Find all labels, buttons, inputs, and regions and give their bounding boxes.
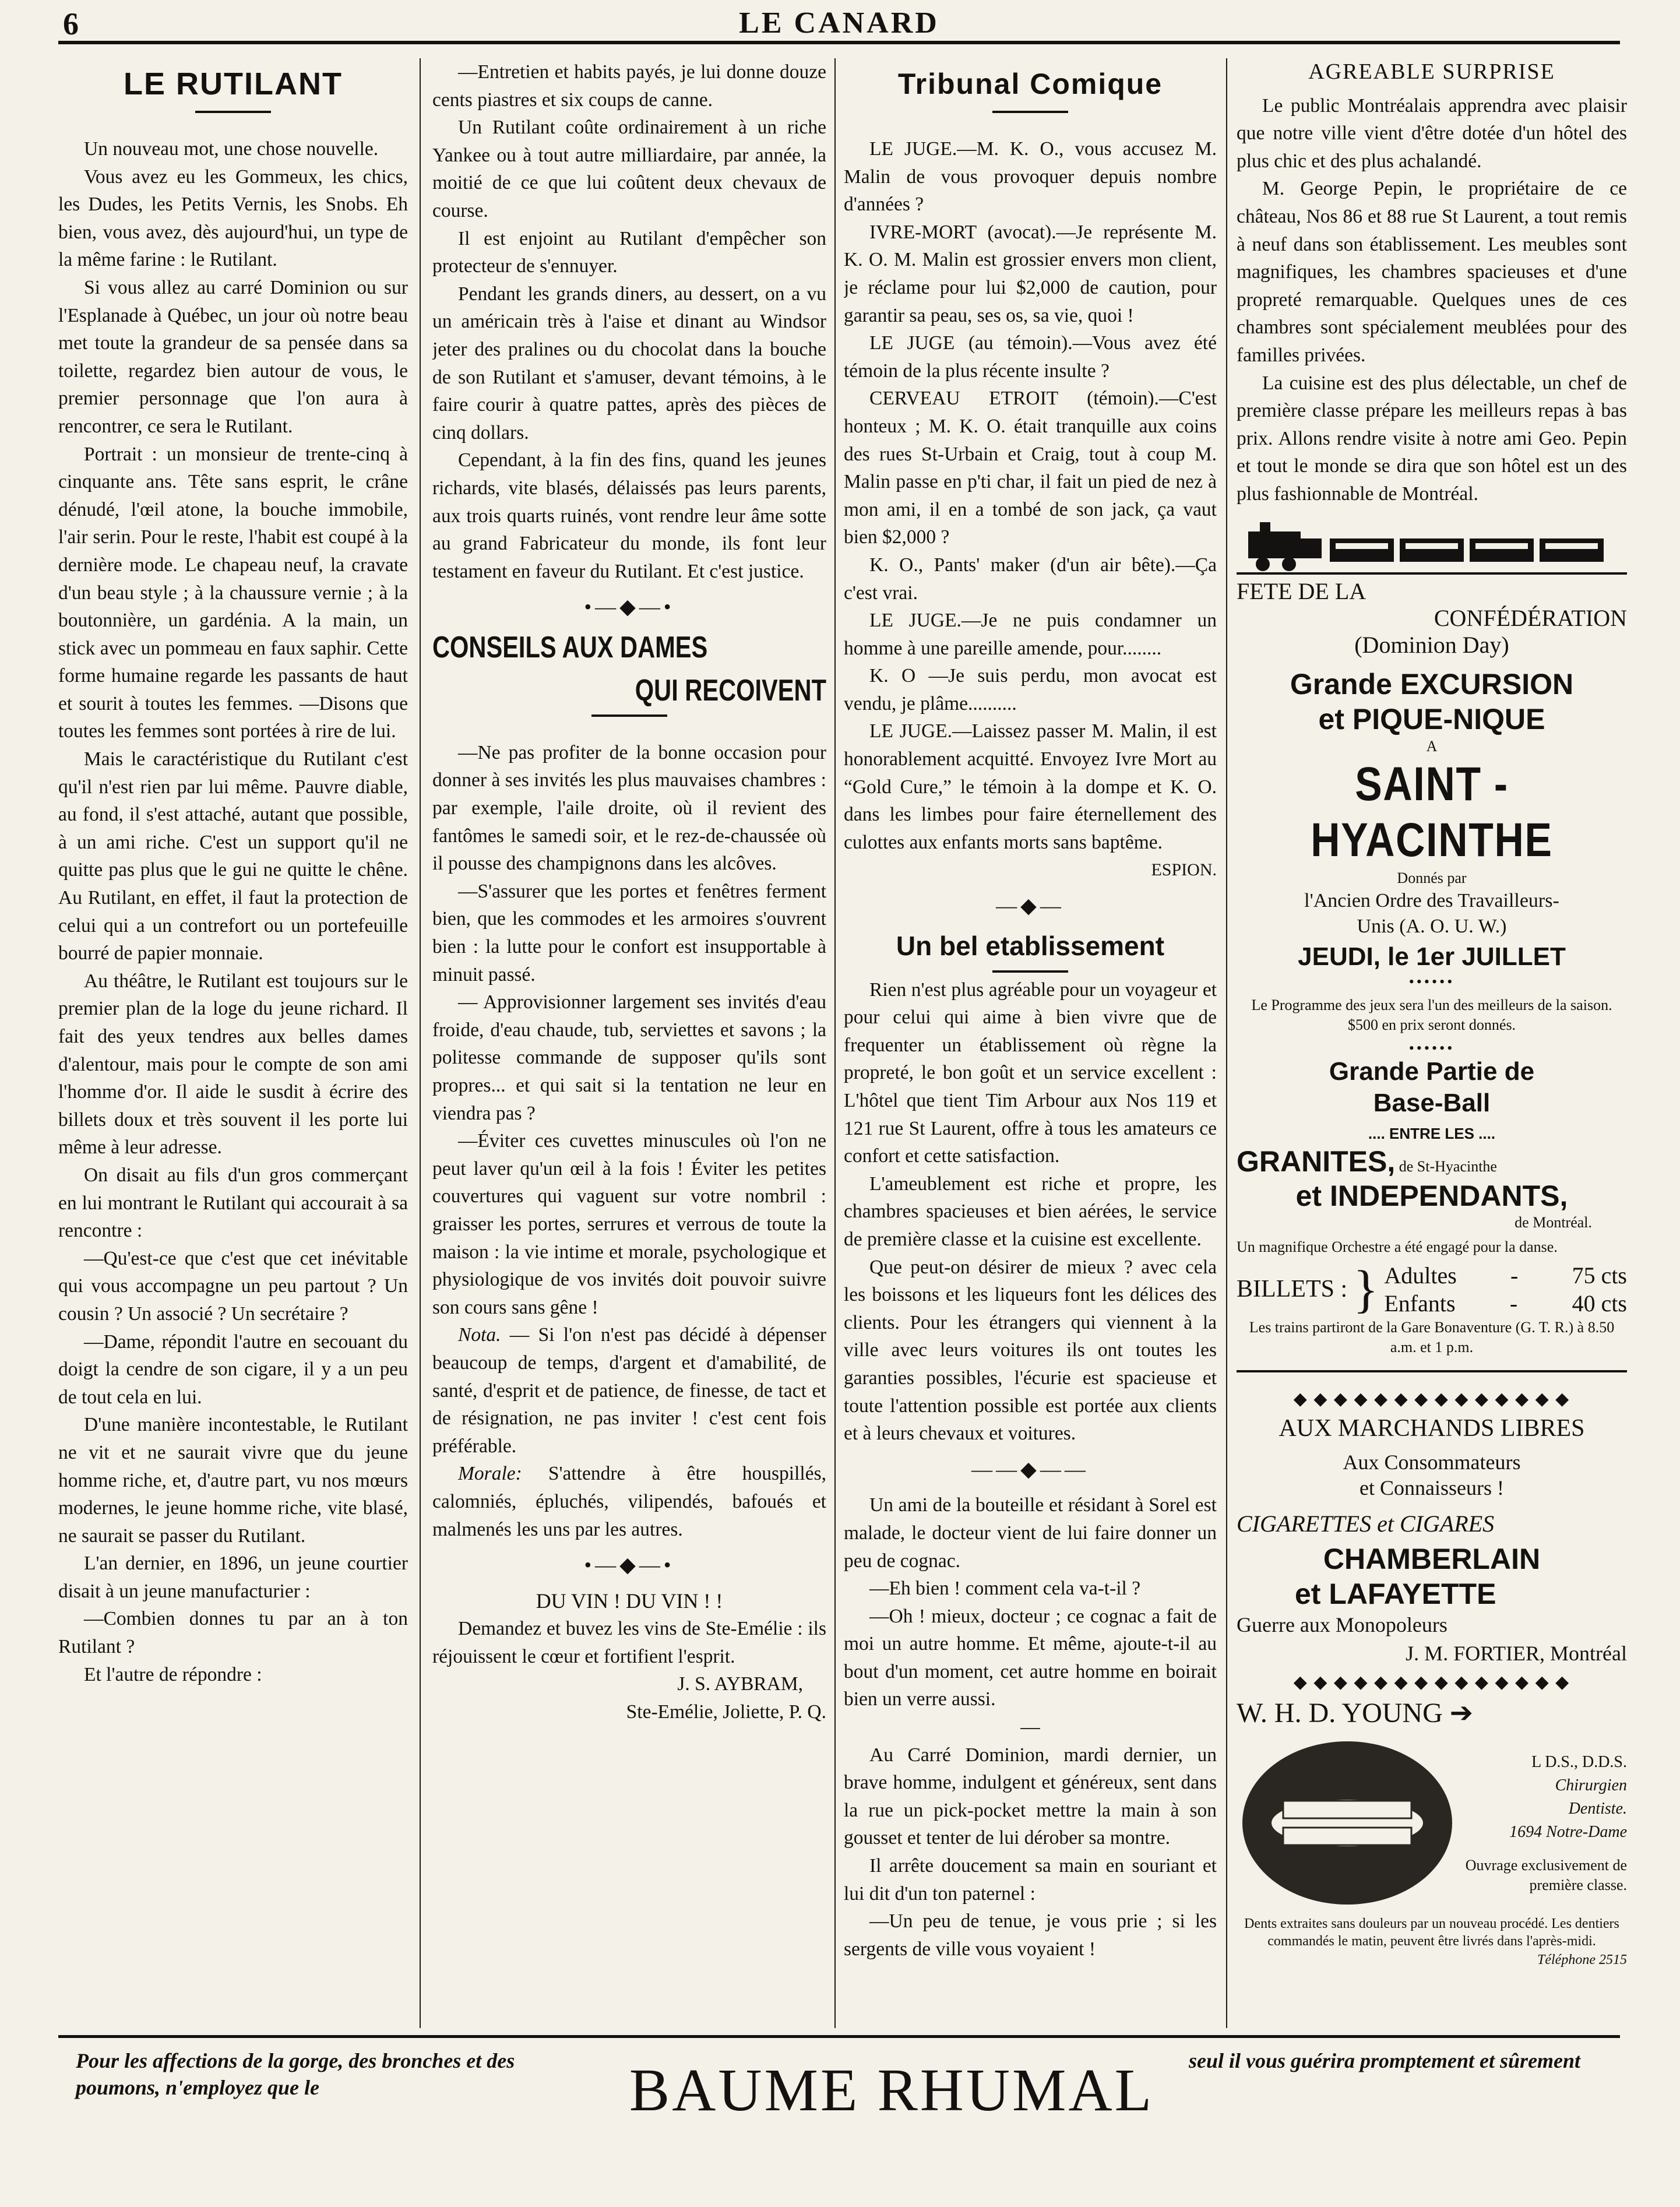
nota-label: Nota. [458,1324,501,1346]
enfants-label: Enfants [1384,1290,1456,1317]
programme-text: Le Programme des jeux sera l'un des meilleurs de la saison. $500 en prix seront donnés. [1251,996,1612,1033]
paragraph: IVRE-MORT (avocat).—Je représente M. K. O. M. Malin est grossier envers mon client, je réclame pour lui $2,000 de caution, pour garantir sa peau, ses os, sa vie, quoi ! [844,221,1217,326]
vin-signature: J. S. AYBRAM, [677,1673,803,1695]
billets-label: BILLETS : [1237,1276,1348,1303]
young-title [1237,1696,1627,1731]
ticket-list [1384,1262,1627,1318]
paragraph: Un nouveau mot, une chose nouvelle. [84,138,379,160]
column-advertisements [1237,58,1627,2028]
cigarettes-title: CIGARETTES et CIGARES [1237,1510,1495,1537]
fleuron-divider: ——◆—— [971,1457,1089,1481]
adultes-price: 75 cts [1572,1262,1627,1289]
ornament-band: ◆ ◆ ◆ ◆ ◆ ◆ ◆ ◆ ◆ ◆ ◆ ◆ ◆ ◆ [1293,1389,1570,1409]
chamberlain-line-1: CHAMBERLAIN [1323,1542,1541,1575]
paragraph: LE JUGE.—Je ne puis condamner un homme à une pareille amende, pour........ [844,610,1217,659]
paragraph: Cependant, à la fin des fins, quand les jeunes richards, vite blasés, délaissés pas leurs parents, aux trois quarts ruinés, vont rendre leur âme sotte au grand Fabricateur du monde, ils font leur testament en faveur du Rutilant. Et c'est justice. [432,449,826,582]
entre-les: .... ENTRE LES .... [1368,1124,1496,1142]
ticket-prices [1237,1262,1627,1318]
train-illustration [1237,519,1627,575]
paragraph: —Éviter ces cuvettes minuscules où l'on ne peut laver qu'un œil à la fois ! Éviter les petites couvertures qui vaguent sur votre nombril : graisser les portes, serrures et verrous de toute la maison : la vie intime et morale, psychologique et physiologique de vos invités doit pouvoir suivre son cours sans gêne ! [432,1130,826,1318]
article-title-tribunal: Tribunal Comique [897,68,1163,100]
event-date: JEUDI, le 1er JUILLET [1298,942,1566,971]
chirurgien: Chirurgien [1555,1776,1627,1795]
fleuron-divider: —◆— [996,894,1065,918]
paragraph: D'une manière incontestable, le Rutilant ne vit et ne saurait vivre que du jeune homme riche, et, d'autre part, vu nos mœurs modernes, le jeune homme riche, vite blasé, ne saurait se passer du Rutilant. [58,1414,408,1547]
footer-left-text: Pour les affections de la gorge, des bronches et des poumons, n'employez que le [76,2049,515,2099]
paragraph: LE JUGE.—M. K. O., vous accusez M. Malin de vous provoquer depuis nombre d'années ? [844,138,1217,216]
nota-paragraph [432,1321,826,1460]
paragraph: —Qu'est-ce que c'est que cet inévitable qui vous accompagne un peu partout ? Un cousin ? Un associé ? Un secrétaire ? [58,1247,408,1325]
ordre-line-1: l'Ancien Ordre des Travailleurs- [1304,889,1559,911]
chamberlain-line-2: et LAFAYETTE [1295,1577,1496,1610]
paragraph: Il arrête doucement sa main en souriant et lui dit d'un ton paternel : [844,1855,1217,1905]
paragraph: Au théâtre, le Rutilant est toujours sur le premier plan de la loge du jeune richard. Il fait des yeux tendres aux belles dames d'alentour, mais pour le compte de son ami l'homme d'or. Il aide le susdit à écrire des billets doux et très souvent il les porte lui même à leur adresse. [58,970,408,1159]
team-1-town: de St-Hyacinthe [1395,1157,1497,1175]
marchands-title: AUX MARCHANDS LIBRES [1279,1414,1585,1442]
paragraph: LE JUGE.—Laissez passer M. Malin, il est honorablement acquitté. Envoyez Ivre Mort au “Gold Cure,” le témoin à la dompe et K. O. dans les limbes pour faire éternellement des culottes aux enfants morts sans baptême. [844,720,1217,853]
paragraph: Il est enjoint au Rutilant d'empêcher son protecteur de s'ennuyer. [432,227,826,277]
signature-espion: ESPION. [1151,860,1217,880]
baseball-line-2: Base-Ball [1373,1088,1491,1117]
paragraph: —Oh ! mieux, docteur ; ce cognac a fait de moi un autre homme. Et même, ajoute-t-il au bout d'un moment, cet autre homme en boirait bien un verre aussi. [844,1605,1217,1710]
paragraph: —Entretien et habits payés, je lui donne douze cents piastres et six coups de canne. [432,61,826,111]
title-rule [195,111,271,113]
dentist-info [1458,1751,1627,1895]
vin-title: DU VIN ! DU VIN ! ! [536,1589,723,1613]
dots-divider: •••••• [1408,1039,1455,1057]
paragraph: LE JUGE (au témoin).—Vous avez été témoin de la plus récente insulte ? [844,332,1217,382]
excursion-line-2: et PIQUE-NIQUE [1318,702,1545,735]
excursion-line-1: Grande EXCURSION [1290,667,1574,701]
morale-paragraph [432,1460,826,1543]
team-2: et INDEPENDANTS, [1295,1180,1568,1213]
fleuron-divider: •—◆—• [584,595,675,619]
orchestre-text: Un magnifique Orchestre a été engagé pour la danse. [1237,1238,1558,1256]
fete-title [1237,578,1627,659]
fete-line-3: (Dominion Day) [1354,631,1509,658]
masthead: LE CANARD [739,6,939,40]
paragraph: Mais le caractéristique du Rutilant c'est qu'il n'est rien par lui même. Pauvre diable, au fond, il s'est attaché, autant que possible, à un ami riche. C'est un support qu'il ne quitte pas plus que le gui ne quitte le chêne. Au Rutilant, en effet, il faut la protection de celui qui a un contrefort ou un portefeuille bourré de papier monnaie. [58,748,408,965]
dentures-illustration [1237,1736,1458,1910]
paragraph: —Dame, répondit l'autre en secouant du doigt la cendre de son cigare, il y a un peu de tout cela en lui. [58,1330,408,1408]
paragraph: L'an dernier, en 1896, un jeune courtier disait à un jeune manufacturier : [58,1553,408,1602]
vin-text: Demandez et buvez les vins de Ste-Emélie : ils réjouissent le cœur et fortifient l'esprit. [432,1618,826,1667]
paragraph: Et l'autre de répondre : [84,1663,262,1685]
surprise-title: AGREABLE SURPRISE [1308,59,1555,84]
morale-label: Morale: [458,1463,522,1485]
baseball-line-1: Grande Partie de [1329,1057,1535,1086]
paragraph: Vous avez eu les Gommeux, les chics, les Dudes, les Petits Vernis, les Snobs. Eh bien, vous avez, dès aujourd'hui, un type de la même farine : le Rutilant. [58,166,408,271]
column-divider [834,58,836,2028]
paragraph: K. O., Pants' maker (d'un air bête).—Ça c'est vrai. [844,554,1217,604]
paragraph: La cuisine est des plus délectable, un chef de première classe prépare les meilleurs repas à bas prix. Allons rendre visite à notre ami Geo. Pepin et tout le monde se dira que son hôtel est un des plus fashionnable de Montréal. [1237,372,1627,505]
donnes-par: Donnés par [1397,869,1467,886]
dentist-address: 1694 Notre-Dame [1509,1823,1627,1842]
title-rule [591,714,667,717]
paragraph: Que peut-on désirer de mieux ? avec cela les boissons et les liqueurs font les délices des clients. Pour les étrangers qui viennent à la ville avec leurs voitures ils ont toutes les garanties possibles, l'écurie est spacieuse et toute l'attention possible est portée aux clients et à leurs chevaux et voitures. [844,1256,1217,1445]
fete-line-1: FETE DE LA [1237,578,1366,604]
footer-brand: BAUME RHUMAL [629,2057,1154,2124]
guerre-text: Guerre aux Monopoleurs [1237,1613,1447,1636]
enfants-price: 40 cts [1572,1290,1627,1317]
ouvrage-text: Ouvrage exclusivement de première classe. [1465,1857,1627,1894]
column-rutilant-continued [432,58,826,2028]
nota-text: — Si l'on n'est pas décidé à dépenser beaucoup de temps, d'argent et d'amabilité, de santé, d'esprit et de patience, de finesse, de tact et de résignation, ne pas inviter ! c'est cent fois préférable. [432,1324,826,1457]
lds: L D.S., D.D.S. [1531,1753,1627,1772]
paragraph: Pendant les grands diners, au dessert, on a vu un américain très à l'aise et dinant au Windsor jeter des pralines ou du chocolat dans la bouche de son Rutilant et s'amuser, devant témoins, à le faire courir à quatre pattes, après des pièces de cinq dollars. [432,283,826,443]
a-connector: A [1426,737,1438,755]
page-header [58,6,1620,44]
team-1-line [1237,1145,1627,1180]
ticket-enfants [1384,1290,1627,1318]
dash: - [1510,1262,1519,1289]
brace-glyph: } [1353,1261,1379,1319]
short-rule-divider: — [1020,1716,1040,1738]
ornament-band: ◆ ◆ ◆ ◆ ◆ ◆ ◆ ◆ ◆ ◆ ◆ ◆ ◆ ◆ [1293,1672,1570,1692]
paragraph: —S'assurer que les portes et fenêtres ferment bien, que les commodes et les armoires s'ouvrent bien : la lutte pour le confort est insupportable à minuit passé. [432,880,826,985]
ordre-line-2: Unis (A. O. U. W.) [1357,915,1507,937]
article-subtitle-conseils: QUI RECOIVENT [635,673,826,707]
dentist-ad-body [1237,1731,1627,1915]
telephone: Téléphone 2515 [1537,1952,1627,1968]
team-1: GRANITES, [1237,1145,1396,1178]
page-number: 6 [63,6,79,41]
fortier-signature: J. M. FORTIER, Montréal [1406,1641,1627,1665]
title-rule [992,111,1068,113]
team-2-town: de Montréal. [1515,1214,1592,1231]
arrow-icon: ➔ [1449,1698,1473,1729]
ticket-adultes [1384,1262,1627,1290]
consommateurs-line-2: et Connaisseurs ! [1360,1476,1504,1500]
column-divider [420,58,421,2028]
locomotive-icon [1237,519,1627,572]
fleuron-divider: •—◆—• [584,1553,675,1577]
dents-text: Dents extraites sans douleurs par un nouveau procédé. Les dentiers commandés le matin, peuvent être livrés dans l'après-midi. [1244,1916,1619,1949]
footer-advertisement [58,2035,1620,2172]
paragraph: Portrait : un monsieur de trente-cinq à cinquante ans. Tête sans esprit, le crâne dénudé, l'œil atone, la bouche immobile, l'air serin. Pour le reste, l'habit est coupé à la dernière mode. Le chapeau neuf, la cravate d'un beau style ; à la chaussure vernie ; à la boutonnière, un gardénia. A la main, un stick avec un pommeau en faux saphir. Cette forme humaine regarde les passants de haut et sourit à toutes les femmes. —Disons que toutes les femmes sont portées à rire de lui. [58,443,408,742]
column-tribunal [844,58,1217,2028]
column-le-rutilant [58,58,408,2028]
dash: - [1509,1290,1518,1317]
town-name: SAINT - HYACINTHE [1311,757,1553,867]
footer-right-text: seul il vous guérira promptement et sûrement [1189,2049,1581,2072]
fete-line-2: CONFÉDÉRATION [1434,604,1627,631]
paragraph: —Eh bien ! comment cela va-t-il ? [869,1578,1141,1600]
paragraph: K. O —Je suis perdu, mon avocat est vendu, je plâme.......... [844,665,1217,714]
paragraph: Un Rutilant coûte ordinairement à un riche Yankee ou à tout autre milliardaire, par année, la moitié de ce que lui coûtent deux chevaux de course. [432,117,826,221]
article-title-conseils: CONSEILS AUX DAMES [432,630,708,664]
paragraph: Un ami de la bouteille et résidant à Sorel est malade, le docteur vient de lui faire donner un peu de cognac. [844,1494,1217,1572]
paragraph: —Un peu de tenue, je vous prie ; si les sergents de ville vous voyaient ! [844,1910,1217,1960]
ad-divider [1237,1370,1627,1372]
dentiste: Dentiste. [1568,1800,1627,1818]
paragraph: Le public Montréalais apprendra avec plaisir que notre ville vient d'être dotée d'un hôtel des plus chic et des plus achalandé. [1237,94,1627,172]
paragraph: Au Carré Dominion, mardi dernier, un brave homme, indulgent et généreux, sent dans la rue un pick-pocket mettre la main à son gousset et tenter de lui dérober sa montre. [844,1744,1217,1849]
trains-text: Les trains partiront de la Gare Bonaventure (G. T. R.) à 8.50 a.m. et 1 p.m. [1249,1319,1615,1356]
paragraph: L'ameublement est riche et propre, les chambres spacieuses et bien aérées, le service de première classe et la cuisine est excellente. [844,1173,1217,1250]
morale-text: S'attendre à être houspillés, calomniés, épluchés, vilipendés, bafoués et malmenés les uns par les autres. [432,1463,826,1540]
paragraph: Rien n'est plus agréable pour un voyageur et pour celui qui aime à bien vivre que de frequenter un établissement où règne la propreté, le bon goût et un service excellent : L'hôtel que tient Tim Arbour aux Nos 119 et 121 rue St Laurent, offre à tous les amateurs ce confort et cette satisfaction. [844,978,1217,1167]
young-name: W. H. D. YOUNG [1237,1698,1443,1729]
adultes-label: Adultes [1384,1262,1457,1289]
paragraph: — Approvisionner largement ses invités d'eau froide, d'eau chaude, tub, serviettes et savons ; la politesse commande de supposer qu'ils sont propres... et qui sait si la tentation ne leur en viendra pas ? [432,991,826,1124]
column-divider [1226,58,1227,2028]
article-title-le-rutilant: LE RUTILANT [124,66,343,101]
paragraph: On disait au fils d'un gros commerçant en lui montrant le Rutilant qui accourait à sa rencontre : [58,1164,408,1242]
paragraph: CERVEAU ETROIT (témoin).—C'est honteux ; M. K. O. était tranquille aux coins des rues St-Urbain et Craig, tout à coup M. Malin passe en p'ti char, il fait un pied de nez à mon ami, il en a tombé de son jack, ça vaut bien $2,000 ? [844,388,1217,548]
dentures-icon [1237,1736,1458,1910]
title-rule [992,970,1068,973]
article-title-etablissement: Un bel etablissement [896,930,1165,961]
paragraph: Si vous allez au carré Dominion ou sur l'Esplanade à Québec, un jour où notre beau met toute la grandeur de sa pensée dans sa toilette, regardez bien autour de vous, le premier personnage que l'on aura à rencontrer, ce sera le Rutilant. [58,276,408,437]
consommateurs-line-1: Aux Consommateurs [1343,1450,1521,1474]
paragraph: —Combien donnes tu par an à ton Rutilant ? [58,1608,408,1658]
dots-divider: •••••• [1408,973,1455,990]
paragraph: —Ne pas profiter de la bonne occasion pour donner à ses invités les plus mauvaises chambres : par exemple, l'aile droite, où il revient des fantômes le samedi soir, et le rez-de-chaussée où il pousse des champignons dans les alcôves. [432,741,826,875]
vin-address: Ste-Emélie, Joliette, P. Q. [626,1701,826,1723]
paragraph: M. George Pepin, le propriétaire de ce château, Nos 86 et 88 rue St Laurent, a tout remis à neuf dans son établissement. Les meubles sont magnifiques, les chambres spacieuses et d'une propreté remarquable. Quelques unes de ces chambres sont spécialement meublées pour des familles privées. [1237,178,1627,366]
